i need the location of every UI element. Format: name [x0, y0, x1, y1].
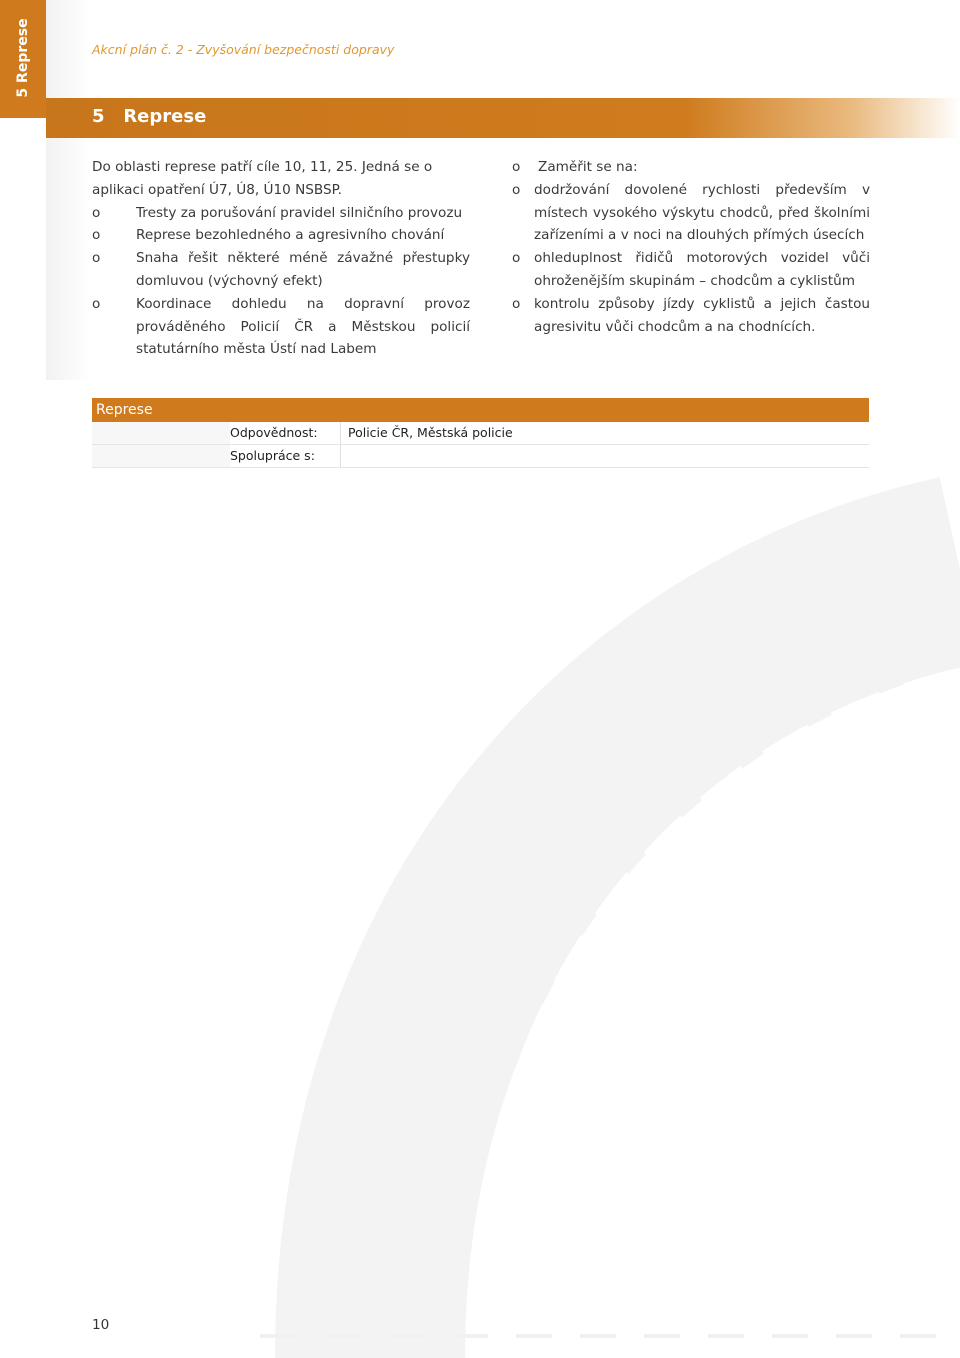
table-row-value: [340, 445, 869, 467]
bullet-marker: o: [92, 295, 101, 312]
bullet-marker: o: [92, 250, 101, 267]
list-item: [92, 224, 470, 247]
list-lead-text: Zaměřit se na:: [538, 159, 638, 175]
section-header-bar: [46, 98, 960, 138]
side-tab-label: 5 Represe: [15, 18, 31, 98]
sub-list-item: [512, 179, 870, 247]
list-item: [92, 202, 470, 225]
bullet-marker: o: [512, 159, 521, 175]
section-title: 5 Represe: [92, 106, 207, 127]
table-row-label: Spolupráce s:: [230, 448, 315, 463]
right-sub-list: [512, 179, 870, 339]
list-item: [512, 156, 870, 338]
page-number: 10: [92, 1317, 110, 1333]
left-bullet-list: [92, 202, 470, 362]
right-bullet-list: [512, 156, 870, 338]
responsibility-table: [92, 398, 869, 468]
bullet-marker: o: [512, 295, 521, 312]
table-row-label: Odpovědnost:: [230, 425, 318, 440]
bullet-marker: o: [512, 181, 521, 198]
list-item-text: dodržování dovolené rychlosti především v místech vysokého výskytu chodců, před školními zařízeními a v noci na dlouhých přímých úsecích: [534, 181, 870, 244]
table-cell-empty: [92, 445, 230, 467]
left-column: [92, 156, 470, 361]
list-item-text: Snaha řešit některé méně závažné přestupky domluvou (výchovný efekt): [136, 250, 470, 289]
bullet-marker: o: [512, 250, 521, 267]
list-item-text: Represe bezohledného a agresivního chování: [136, 227, 445, 244]
list-item-text: ohleduplnost řidičů motorových vozidel vůči ohroženějším skupinám – chodcům a cyklistům: [534, 250, 870, 289]
table-row: [92, 445, 869, 468]
sub-list-item: [512, 247, 870, 293]
bullet-marker: o: [92, 204, 101, 221]
list-item-text: kontrolu způsoby jízdy cyklistů a jejich častou agresivitu vůči chodcům a na chodnících.: [534, 295, 870, 335]
intro-paragraph: Do oblasti represe patří cíle 10, 11, 25. Jedná se o aplikaci opatření Ú7, Ú8, Ú10 NSBSP.: [92, 159, 433, 198]
table-row-value: Policie ČR, Městská policie: [340, 422, 869, 444]
running-head: Akcní plán č. 2 - Zvyšování bezpečnosti dopravy: [92, 42, 395, 57]
left-margin-shade: [46, 0, 92, 380]
right-column: [512, 156, 870, 338]
list-item-text: Tresty za porušování pravidel silničního provozu: [136, 204, 463, 221]
list-item-text: Koordinace dohledu na dopravní provoz prováděného Policií ČR a Městskou policií statutárního města Ústí nad Labem: [136, 295, 470, 358]
bullet-marker: o: [92, 227, 101, 244]
table-row: [92, 422, 869, 445]
table-cell-empty: [92, 422, 230, 444]
sub-list-item: [512, 293, 870, 339]
list-item: [92, 293, 470, 361]
side-chapter-tab: [0, 0, 46, 118]
table-header: Represe: [92, 398, 869, 422]
list-item: [92, 247, 470, 293]
